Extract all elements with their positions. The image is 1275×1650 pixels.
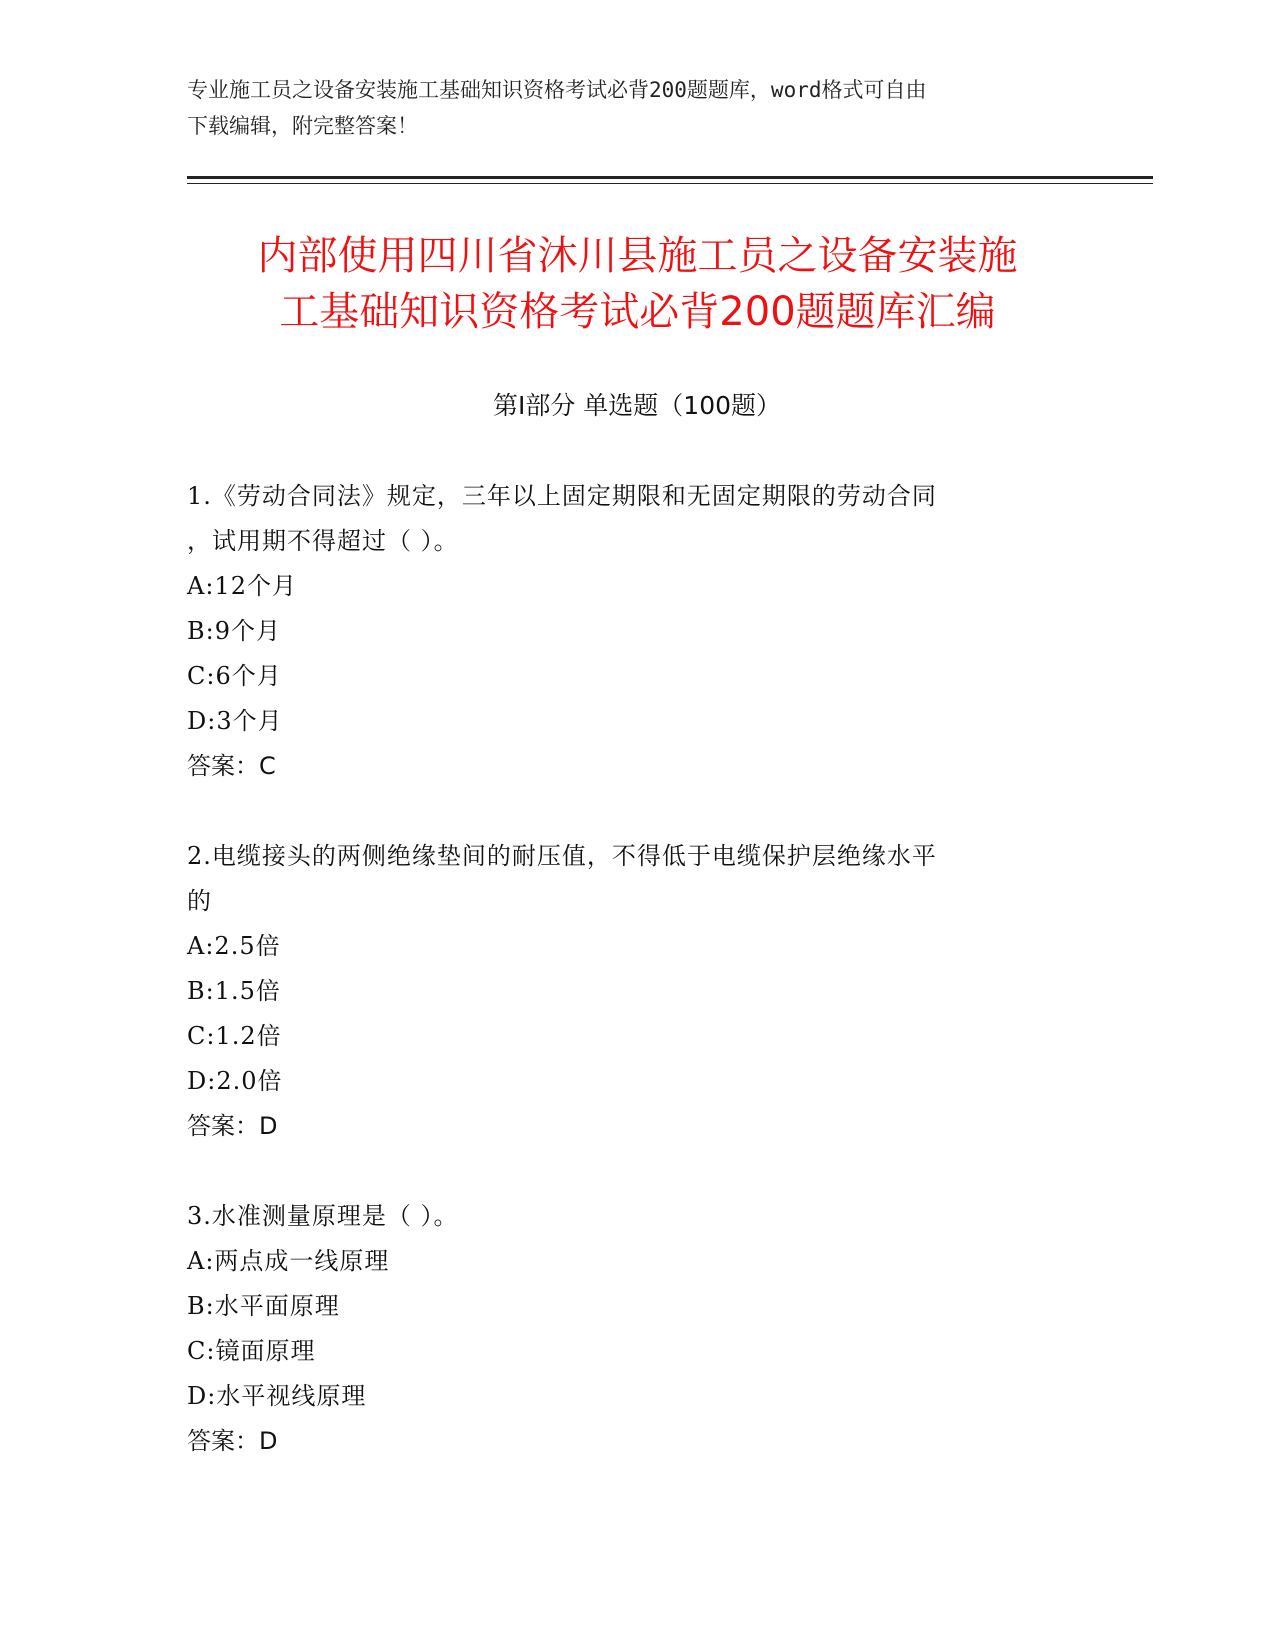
header-note [187,72,1087,144]
section-title: 第I部分 单选题（100题） [492,391,782,420]
option-a: A:两点成一线原理 [187,1247,390,1275]
option-c: C:1.2倍 [187,1022,282,1050]
question-1 [187,474,1087,789]
option-d: D:3个月 [187,707,283,735]
document-title-line-2: 工基础知识资格考试必背200题题库汇编 [279,289,996,335]
question-stem-line: 1.《劳动合同法》规定，三年以上固定期限和无固定期限的劳动合同 [187,482,937,510]
document-title-line-1: 内部使用四川省沐川县施工员之设备安装施 [257,233,1018,279]
header-divider-thick [187,176,1153,179]
answer: 答案：D [187,1427,278,1455]
option-d: D:2.0倍 [187,1067,283,1095]
question-stem-line: 2.电缆接头的两侧绝缘垫间的耐压值，不得低于电缆保护层绝缘水平 [187,842,937,870]
option-a: A:12个月 [187,572,297,600]
option-b: B:1.5倍 [187,977,281,1005]
answer: 答案：D [187,1112,278,1140]
question-stem [187,474,1087,564]
question-stem-line: 3.水准测量原理是（ ）。 [187,1202,459,1230]
question-list [187,474,1087,1509]
option-b: B:9个月 [187,617,281,645]
question-stem [187,1194,1087,1239]
option-a: A:2.5倍 [187,932,281,960]
question-3 [187,1194,1087,1464]
question-stem-line: ，试用期不得超过（ ）。 [187,527,459,555]
header-note-line-1: 专业施工员之设备安装施工基础知识资格考试必背200题题库，word格式可自由 [187,78,927,102]
header-note-line-2: 下载编辑，附完整答案！ [187,114,418,138]
question-stem [187,834,1087,924]
question-2 [187,834,1087,1149]
answer: 答案：C [187,752,276,780]
question-stem-line: 的 [187,887,212,915]
document-title [140,228,1135,340]
option-d: D:水平视线原理 [187,1382,367,1410]
option-c: C:镜面原理 [187,1337,316,1365]
header-divider-thin [187,183,1153,184]
option-c: C:6个月 [187,662,282,690]
option-b: B:水平面原理 [187,1292,340,1320]
